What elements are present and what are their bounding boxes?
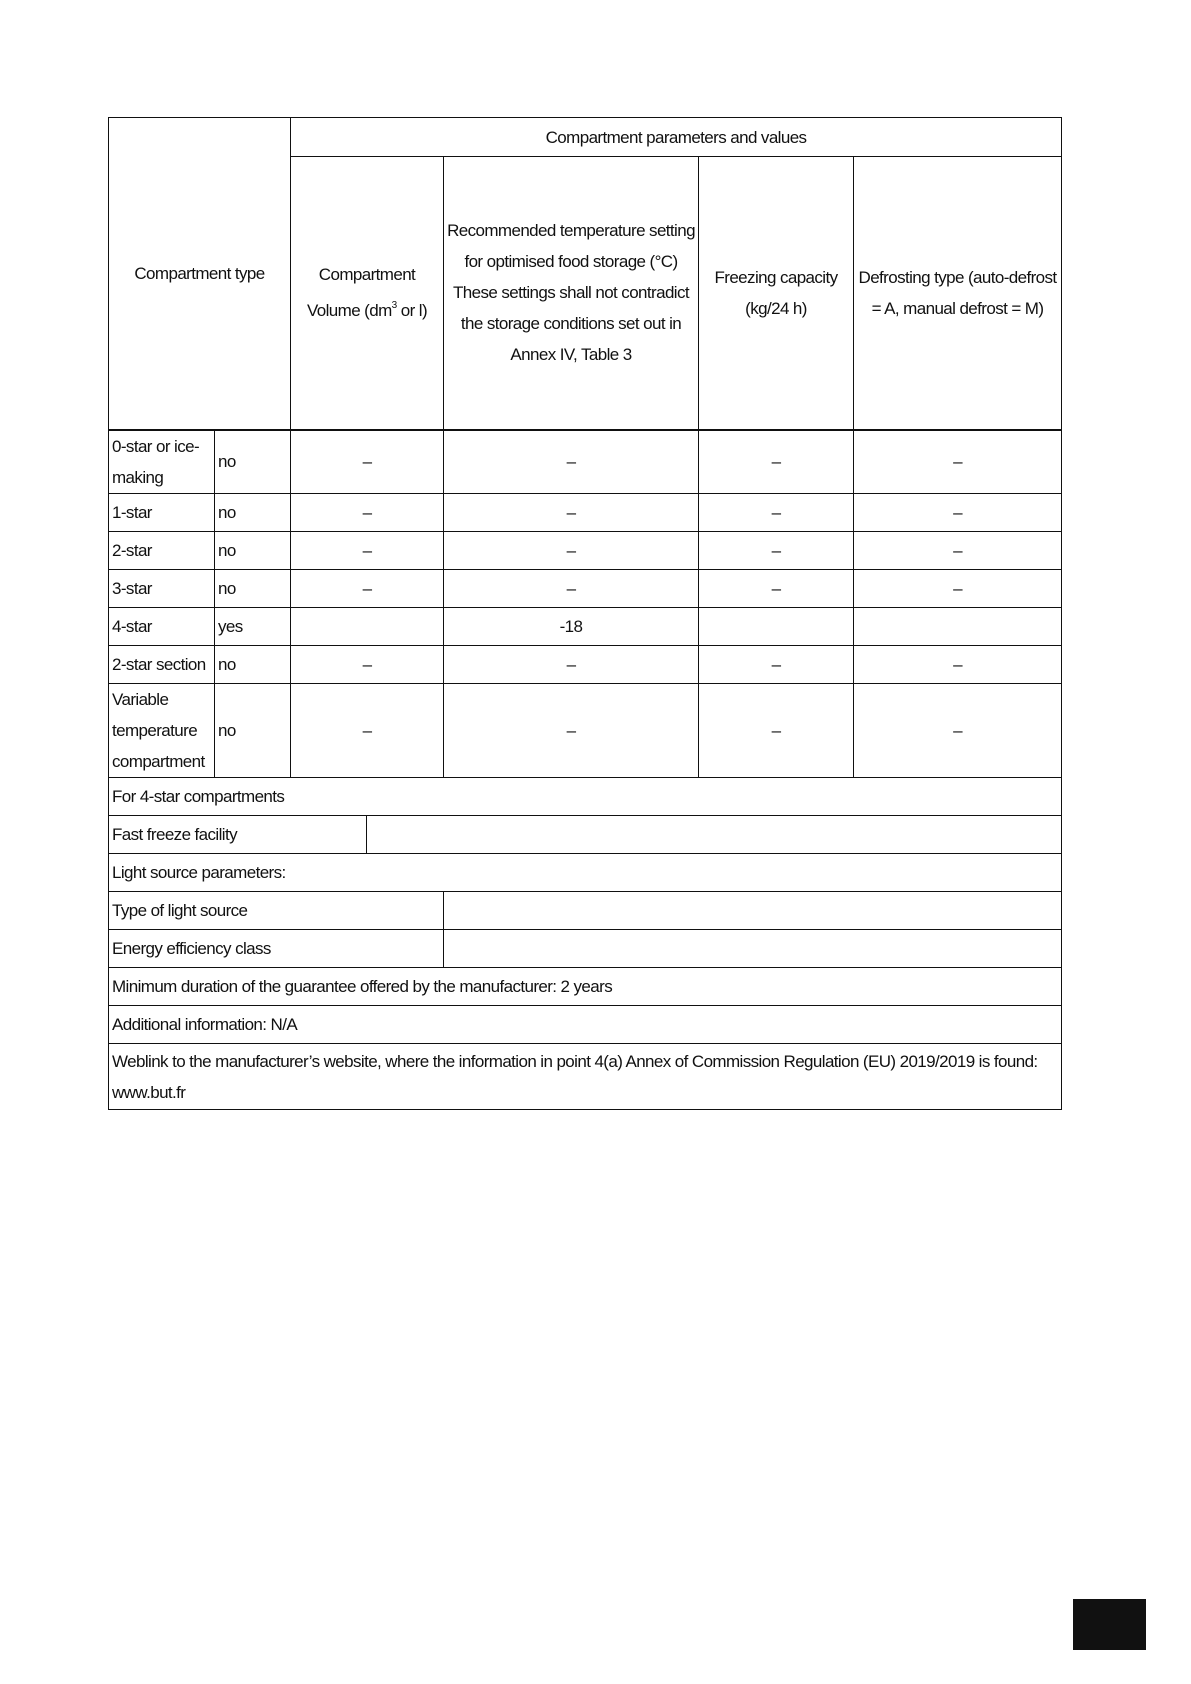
row-temperature: -18 xyxy=(444,608,699,646)
header-parameters-title: Compartment parameters and values xyxy=(291,118,1062,157)
row-temperature: – xyxy=(444,532,699,570)
manufacturer-weblink: Weblink to the manufacturer’s website, where the information in point 4(a) Annex of Commission Regulation (EU) 2019/2019 is found: www.but.fr xyxy=(109,1044,1062,1110)
row-defrost: – xyxy=(854,494,1062,532)
row-volume: – xyxy=(291,430,444,494)
row-type: 2-star section xyxy=(109,646,215,684)
header-compartment-type: Compartment type xyxy=(109,118,291,430)
page-number-box xyxy=(1073,1599,1146,1650)
header-volume-superscript: 3 xyxy=(391,300,397,312)
fast-freeze-label: Fast freeze facility xyxy=(109,816,367,854)
row-volume: – xyxy=(291,646,444,684)
row-freezing: – xyxy=(699,570,854,608)
row-freezing: – xyxy=(699,646,854,684)
light-source-heading: Light source parameters: xyxy=(109,854,1062,892)
row-type: 1-star xyxy=(109,494,215,532)
row-present: no xyxy=(215,684,291,778)
row-present: yes xyxy=(215,608,291,646)
energy-efficiency-value xyxy=(444,930,1062,968)
header-volume-line2: Volume (dm xyxy=(306,301,392,321)
row-temperature: – xyxy=(444,494,699,532)
header-volume-line1: Compartment xyxy=(318,265,416,285)
row-volume: – xyxy=(291,570,444,608)
row-freezing: – xyxy=(699,532,854,570)
row-volume xyxy=(291,608,444,646)
row-present: no xyxy=(215,430,291,494)
row-temperature: – xyxy=(444,684,699,778)
four-star-heading: For 4-star compartments xyxy=(109,778,1062,816)
header-freezing-capacity: Freezing capacity (kg/24 h) xyxy=(699,157,854,430)
row-volume: – xyxy=(291,684,444,778)
row-type: 3-star xyxy=(109,570,215,608)
row-defrost: – xyxy=(854,646,1062,684)
row-freezing: – xyxy=(699,430,854,494)
light-type-label: Type of light source xyxy=(109,892,444,930)
row-defrost: – xyxy=(854,532,1062,570)
row-defrost: – xyxy=(854,570,1062,608)
row-defrost: – xyxy=(854,684,1062,778)
header-temperature-setting: Recommended temperature setting for optimised food storage (°C) These settings shall not contradict the storage conditions set out in Annex IV, Table 3 xyxy=(444,157,699,430)
compartment-parameters-table xyxy=(108,117,1062,1110)
row-temperature: – xyxy=(444,646,699,684)
row-freezing: – xyxy=(699,494,854,532)
row-temperature: – xyxy=(444,570,699,608)
row-volume: – xyxy=(291,494,444,532)
row-present: no xyxy=(215,532,291,570)
row-volume: – xyxy=(291,532,444,570)
row-type: Variable temperature compartment xyxy=(109,684,215,778)
guarantee-duration: Minimum duration of the guarantee offered by the manufacturer: 2 years xyxy=(109,968,1062,1006)
row-freezing xyxy=(699,608,854,646)
row-defrost xyxy=(854,608,1062,646)
row-present: no xyxy=(215,494,291,532)
row-freezing: – xyxy=(699,684,854,778)
header-defrosting-type: Defrosting type (auto-defrost = A, manual defrost = M) xyxy=(854,157,1062,430)
fast-freeze-value xyxy=(367,816,1062,854)
row-present: no xyxy=(215,570,291,608)
light-type-value xyxy=(444,892,1062,930)
header-volume xyxy=(291,157,444,430)
additional-information: Additional information: N/A xyxy=(109,1006,1062,1044)
row-temperature: – xyxy=(444,430,699,494)
row-type: 4-star xyxy=(109,608,215,646)
row-defrost: – xyxy=(854,430,1062,494)
row-present: no xyxy=(215,646,291,684)
header-volume-unit: or l) xyxy=(396,301,428,321)
energy-efficiency-label: Energy efficiency class xyxy=(109,930,444,968)
row-type: 2-star xyxy=(109,532,215,570)
row-type: 0-star or ice-making xyxy=(109,430,215,494)
